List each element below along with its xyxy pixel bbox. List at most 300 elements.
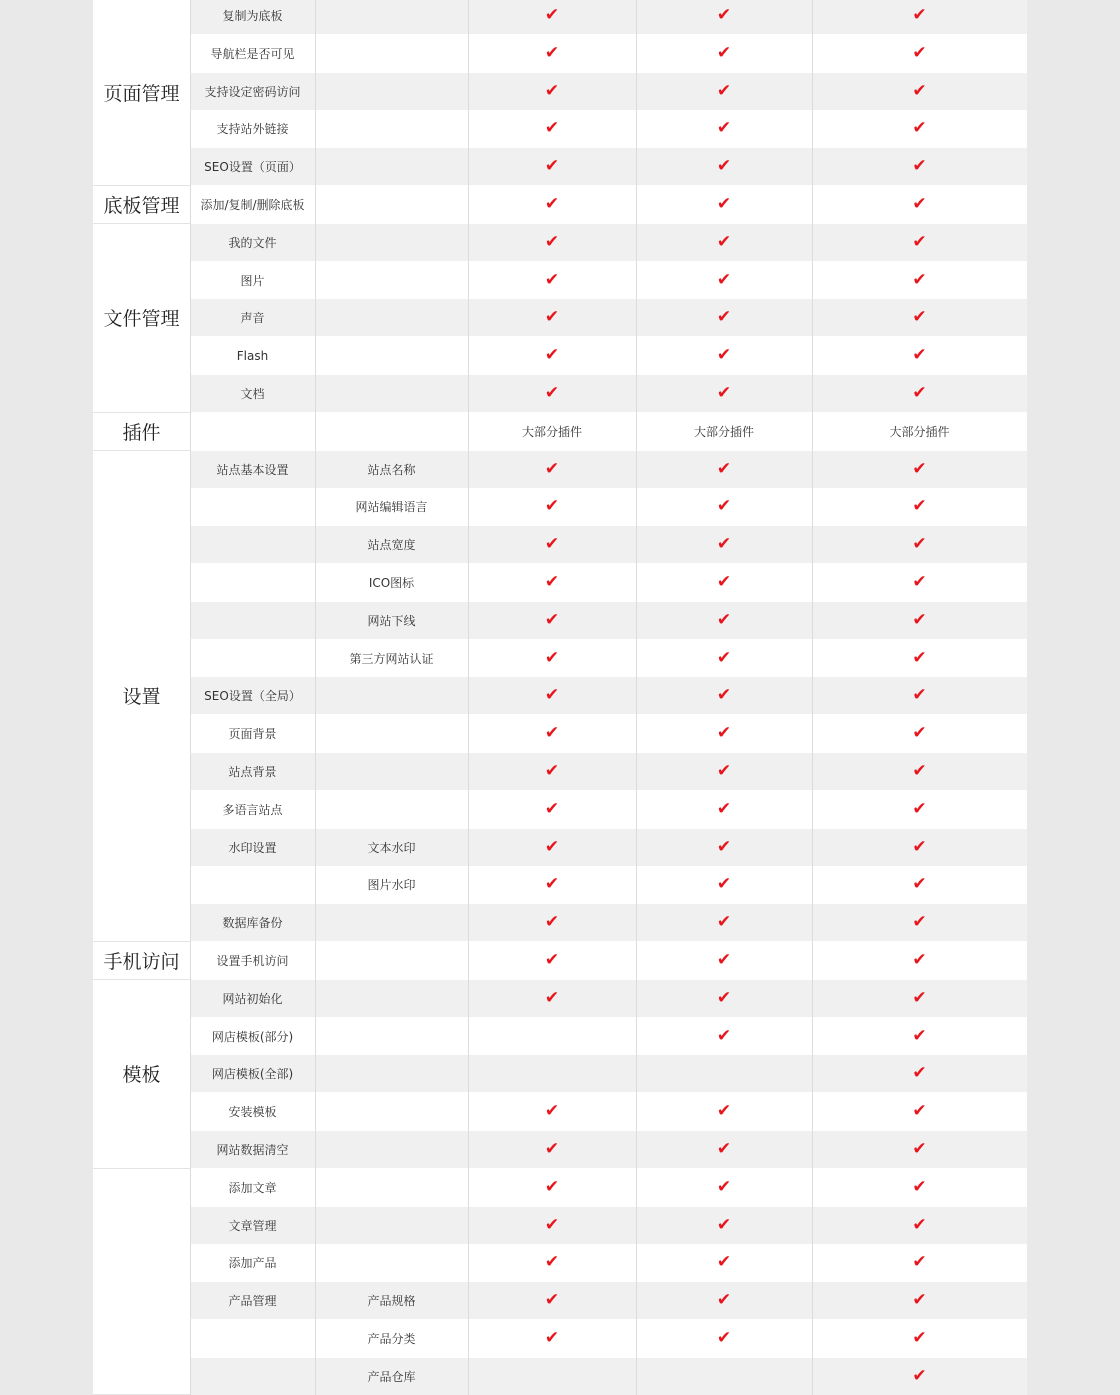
plan-3-cell: [812, 753, 1027, 790]
column-divider: [190, 0, 191, 1395]
plan-3-cell: [812, 640, 1027, 677]
plan-3-cell: [812, 1131, 1027, 1168]
plan-1-cell: [468, 753, 636, 790]
plan-2-cell: [636, 904, 812, 941]
check-icon: ✔: [912, 156, 927, 177]
plan-2-cell: [636, 564, 812, 601]
sub-feature-label: [315, 186, 468, 223]
category-label: 模板: [93, 980, 190, 1169]
check-icon: ✔: [912, 458, 927, 479]
check-icon: ✔: [912, 345, 927, 366]
plan-1-cell: [468, 35, 636, 72]
plan-3-cell: [812, 866, 1027, 903]
category-label: 页面管理: [93, 0, 190, 186]
check-icon: ✔: [544, 269, 560, 290]
plan-3-cell: [812, 451, 1027, 488]
check-icon: ✔: [912, 1328, 927, 1348]
sub-feature-label: [315, 1169, 468, 1206]
plan-3-cell: [812, 1169, 1027, 1206]
sub-feature-label: [315, 0, 468, 34]
plan-3-cell: [812, 0, 1027, 34]
sub-feature-label: [315, 73, 468, 110]
check-icon: ✔: [716, 912, 732, 933]
sub-feature-label: [315, 942, 468, 979]
feature-label: 数据库备份: [222, 916, 283, 931]
plan-3-cell: [812, 488, 1027, 525]
feature-label: [190, 1320, 315, 1357]
feature-label: 支持设定密码访问: [204, 84, 301, 99]
sub-feature-label: [315, 110, 468, 147]
feature-label: 复制为底板: [222, 9, 283, 23]
plan-1-cell: [468, 904, 636, 941]
feature-label: 产品管理: [228, 1294, 277, 1309]
check-icon: ✔: [544, 987, 560, 1008]
check-icon: ✔: [716, 307, 732, 328]
feature-label: 导航栏是否可见: [210, 46, 295, 61]
check-icon: ✔: [544, 42, 560, 63]
plan-1-cell: [468, 375, 636, 412]
sub-feature-label: [315, 1018, 468, 1055]
sub-feature-label: [315, 1055, 468, 1092]
plan-3-cell: [812, 1055, 1027, 1092]
sub-feature-label: [315, 413, 468, 450]
check-icon: ✔: [544, 194, 560, 214]
plan-1-cell: [468, 1282, 636, 1319]
plan-2-cell: [636, 526, 812, 563]
sub-feature-label: 产品规格: [367, 1294, 416, 1309]
check-icon: ✔: [544, 383, 560, 403]
plan-2-cell: [636, 148, 812, 185]
check-icon: ✔: [544, 950, 560, 970]
plan-1-cell: [468, 1358, 636, 1395]
check-icon: ✔: [544, 156, 560, 177]
check-icon: ✔: [716, 194, 732, 214]
check-icon: ✔: [544, 231, 560, 252]
check-icon: ✔: [716, 345, 732, 366]
sub-feature-label: [315, 1131, 468, 1168]
plan-2-cell: [636, 942, 812, 979]
plan-3-cell: [812, 791, 1027, 828]
check-icon: ✔: [544, 1139, 560, 1159]
category-label: 插件: [93, 413, 190, 451]
plan-note: 大部分插件: [693, 424, 754, 439]
category-label: 手机访问: [93, 942, 190, 980]
feature-label: 安装模板: [228, 1105, 277, 1120]
plan-3-cell: [812, 1093, 1027, 1130]
plan-2-cell: [636, 829, 812, 866]
check-icon: ✔: [544, 307, 560, 328]
check-icon: ✔: [716, 1252, 732, 1273]
check-icon: ✔: [912, 572, 927, 592]
check-icon: ✔: [716, 496, 732, 517]
check-icon: ✔: [716, 723, 732, 744]
plan-1-cell: [468, 640, 636, 677]
plan-2-cell: [636, 73, 812, 110]
sub-feature-label: [315, 148, 468, 185]
feature-label: 添加/复制/删除底板: [200, 198, 305, 212]
sub-feature-label: 文本水印: [367, 840, 416, 855]
feature-label: [190, 413, 315, 450]
plan-2-cell: [636, 35, 812, 72]
plan-3-cell: [812, 375, 1027, 412]
feature-label: 网店模板(部分): [211, 1029, 294, 1044]
check-icon: ✔: [716, 383, 732, 403]
plan-2-cell: [636, 451, 812, 488]
feature-label: [190, 866, 315, 903]
check-icon: ✔: [912, 723, 927, 744]
plan-2-cell: [636, 791, 812, 828]
plan-1-cell: [468, 602, 636, 639]
sub-feature-label: [315, 375, 468, 412]
check-icon: ✔: [716, 1328, 732, 1348]
plan-2-cell: [636, 224, 812, 261]
plan-1-cell: [468, 224, 636, 261]
sub-feature-label: ICO图标: [368, 576, 415, 590]
plan-3-cell: [812, 715, 1027, 752]
plan-2-cell: [636, 110, 812, 147]
plan-3-cell: [812, 148, 1027, 185]
check-icon: ✔: [544, 496, 560, 517]
check-icon: ✔: [716, 458, 732, 479]
plan-3-cell: [812, 1244, 1027, 1281]
check-icon: ✔: [544, 458, 560, 479]
plan-1-cell: [468, 564, 636, 601]
check-icon: ✔: [544, 912, 560, 933]
check-icon: ✔: [912, 307, 927, 328]
plan-2-cell: [636, 1320, 812, 1357]
feature-label: 声音: [240, 311, 265, 326]
check-icon: ✔: [912, 118, 927, 139]
check-icon: ✔: [912, 5, 927, 25]
plan-1-cell: [468, 1169, 636, 1206]
check-icon: ✔: [716, 5, 732, 25]
plan-2-cell: [636, 1131, 812, 1168]
plan-2-cell: [636, 488, 812, 525]
feature-label: [190, 488, 315, 525]
sub-feature-label: [315, 753, 468, 790]
plan-3-cell: [812, 73, 1027, 110]
check-icon: ✔: [912, 1025, 927, 1046]
plan-1-cell: [468, 980, 636, 1017]
check-icon: ✔: [716, 156, 732, 177]
plan-2-cell: [636, 980, 812, 1017]
check-icon: ✔: [912, 1252, 927, 1273]
check-icon: ✔: [912, 761, 927, 781]
check-icon: ✔: [912, 1063, 927, 1084]
sub-feature-label: [315, 980, 468, 1017]
plan-2-cell: [636, 413, 812, 450]
feature-label: [190, 1358, 315, 1395]
check-icon: ✔: [716, 836, 732, 857]
feature-label: 添加文章: [228, 1180, 277, 1195]
plan-3-cell: [812, 224, 1027, 261]
plan-1-cell: [468, 942, 636, 979]
plan-1-cell: [468, 451, 636, 488]
plan-1-cell: [468, 0, 636, 34]
plan-3-cell: [812, 35, 1027, 72]
column-divider: [812, 0, 813, 1395]
plan-3-cell: [812, 602, 1027, 639]
check-icon: ✔: [912, 836, 927, 857]
plan-1-cell: [468, 337, 636, 374]
check-icon: ✔: [544, 1290, 560, 1311]
plan-3-cell: [812, 1282, 1027, 1319]
plan-3-cell: [812, 677, 1027, 714]
check-icon: ✔: [912, 987, 927, 1008]
check-icon: ✔: [912, 1101, 927, 1122]
check-icon: ✔: [716, 798, 732, 819]
plan-1-cell: [468, 829, 636, 866]
check-icon: ✔: [544, 1328, 560, 1348]
plan-2-cell: [636, 1207, 812, 1244]
check-icon: ✔: [912, 609, 927, 630]
check-icon: ✔: [544, 1214, 560, 1235]
check-icon: ✔: [544, 534, 560, 555]
plan-1-cell: [468, 1244, 636, 1281]
plan-1-cell: [468, 1055, 636, 1092]
check-icon: ✔: [716, 647, 732, 668]
plan-1-cell: [468, 148, 636, 185]
check-icon: ✔: [544, 609, 560, 630]
plan-1-cell: [468, 1018, 636, 1055]
check-icon: ✔: [912, 534, 927, 555]
plan-2-cell: [636, 640, 812, 677]
feature-label: 网站数据清空: [216, 1143, 289, 1157]
feature-label: 页面背景: [228, 727, 277, 742]
check-icon: ✔: [716, 685, 732, 706]
check-icon: ✔: [544, 5, 560, 25]
sub-feature-label: [315, 262, 468, 299]
plan-2-cell: [636, 1282, 812, 1319]
check-icon: ✔: [912, 798, 927, 819]
sub-feature-label: 图片水印: [367, 878, 416, 893]
sub-feature-label: 网站编辑语言: [355, 500, 428, 515]
check-icon: ✔: [716, 1176, 732, 1197]
sub-feature-label: [315, 337, 468, 374]
plan-3-cell: [812, 564, 1027, 601]
check-icon: ✔: [716, 572, 732, 592]
plan-1-cell: [468, 413, 636, 450]
check-icon: ✔: [912, 647, 927, 668]
sub-feature-label: [315, 1093, 468, 1130]
sub-feature-label: [315, 1244, 468, 1281]
plan-3-cell: [812, 299, 1027, 336]
plan-2-cell: [636, 866, 812, 903]
sub-feature-label: [315, 1207, 468, 1244]
column-divider: [315, 0, 316, 1395]
check-icon: ✔: [544, 80, 560, 101]
plan-2-cell: [636, 1244, 812, 1281]
feature-label: 多语言站点: [222, 802, 283, 817]
check-icon: ✔: [544, 118, 560, 139]
plan-3-cell: [812, 337, 1027, 374]
check-icon: ✔: [912, 950, 927, 970]
plan-3-cell: [812, 186, 1027, 223]
plan-2-cell: [636, 1018, 812, 1055]
plan-1-cell: [468, 1093, 636, 1130]
plan-1-cell: [468, 73, 636, 110]
plan-3-cell: [812, 526, 1027, 563]
plan-3-cell: [812, 1358, 1027, 1395]
plan-1-cell: [468, 1207, 636, 1244]
check-icon: ✔: [912, 231, 927, 252]
plan-3-cell: [812, 262, 1027, 299]
feature-label: SEO设置（全局）: [204, 689, 301, 704]
check-icon: ✔: [912, 383, 927, 403]
plan-2-cell: [636, 677, 812, 714]
sub-feature-label: 产品仓库: [367, 1369, 416, 1384]
sub-feature-label: [315, 224, 468, 261]
plan-3-cell: [812, 904, 1027, 941]
category-label: 设置: [93, 451, 190, 942]
check-icon: ✔: [544, 723, 560, 744]
check-icon: ✔: [912, 685, 927, 706]
check-icon: ✔: [912, 269, 927, 290]
check-icon: ✔: [716, 1290, 732, 1311]
feature-label: SEO设置（页面）: [204, 160, 301, 175]
check-icon: ✔: [912, 194, 927, 214]
check-icon: ✔: [912, 1176, 927, 1197]
plan-note: 大部分插件: [521, 424, 582, 439]
feature-label: 添加产品: [228, 1256, 277, 1271]
check-icon: ✔: [716, 950, 732, 970]
feature-label: [190, 564, 315, 601]
feature-label: 网站初始化: [222, 991, 283, 1006]
feature-label: [190, 526, 315, 563]
plan-2-cell: [636, 0, 812, 34]
feature-label: 我的文件: [228, 235, 277, 250]
plan-2-cell: [636, 1358, 812, 1395]
plan-3-cell: [812, 1207, 1027, 1244]
plan-2-cell: [636, 1055, 812, 1092]
feature-label: 文章管理: [228, 1218, 277, 1233]
sub-feature-label: [315, 35, 468, 72]
plan-3-cell: [812, 413, 1027, 450]
plan-3-cell: [812, 1320, 1027, 1357]
plan-1-cell: [468, 110, 636, 147]
plan-2-cell: [636, 715, 812, 752]
sub-feature-label: [315, 791, 468, 828]
check-icon: ✔: [912, 1290, 927, 1311]
check-icon: ✔: [716, 269, 732, 290]
feature-label: 网店模板(全部): [211, 1067, 294, 1082]
plan-2-cell: [636, 262, 812, 299]
plan-2-cell: [636, 186, 812, 223]
check-icon: ✔: [544, 1252, 560, 1273]
plan-1-cell: [468, 866, 636, 903]
check-icon: ✔: [544, 836, 560, 857]
check-icon: ✔: [544, 761, 560, 781]
check-icon: ✔: [912, 1139, 927, 1159]
feature-label: [190, 640, 315, 677]
plan-3-cell: [812, 829, 1027, 866]
feature-label: 支持站外链接: [216, 122, 289, 137]
plan-1-cell: [468, 1320, 636, 1357]
check-icon: ✔: [912, 496, 927, 517]
feature-label: 文档: [240, 387, 265, 401]
plan-2-cell: [636, 299, 812, 336]
check-icon: ✔: [716, 1139, 732, 1159]
sub-feature-label: 站点宽度: [367, 538, 416, 553]
check-icon: ✔: [544, 345, 560, 366]
plan-1-cell: [468, 262, 636, 299]
check-icon: ✔: [716, 534, 732, 555]
check-icon: ✔: [716, 80, 732, 101]
plan-1-cell: [468, 488, 636, 525]
plan-2-cell: [636, 753, 812, 790]
check-icon: ✔: [912, 874, 927, 895]
plan-1-cell: [468, 1131, 636, 1168]
feature-label: 设置手机访问: [216, 954, 289, 968]
check-icon: ✔: [716, 987, 732, 1008]
check-icon: ✔: [912, 42, 927, 63]
sub-feature-label: 站点名称: [367, 462, 416, 477]
feature-label: 图片: [240, 273, 265, 288]
check-icon: ✔: [912, 1365, 927, 1386]
plan-3-cell: [812, 1018, 1027, 1055]
sub-feature-label: [315, 715, 468, 752]
category-label: 底板管理: [93, 186, 190, 224]
sub-feature-label: 产品分类: [367, 1332, 416, 1346]
category-label: [93, 1169, 190, 1395]
check-icon: ✔: [544, 647, 560, 668]
sub-feature-label: 第三方网站认证: [349, 651, 434, 666]
check-icon: ✔: [716, 1101, 732, 1122]
check-icon: ✔: [544, 798, 560, 819]
check-icon: ✔: [544, 874, 560, 895]
sub-feature-label: [315, 299, 468, 336]
check-icon: ✔: [544, 572, 560, 592]
plan-3-cell: [812, 980, 1027, 1017]
check-icon: ✔: [716, 1025, 732, 1046]
check-icon: ✔: [912, 1214, 927, 1235]
check-icon: ✔: [912, 80, 927, 101]
check-icon: ✔: [544, 685, 560, 706]
plan-1-cell: [468, 526, 636, 563]
check-icon: ✔: [544, 1176, 560, 1197]
plan-note: 大部分插件: [889, 424, 950, 439]
feature-label: 站点背景: [228, 765, 277, 779]
plan-1-cell: [468, 791, 636, 828]
sub-feature-label: [315, 677, 468, 714]
plan-2-cell: [636, 1169, 812, 1206]
feature-label: Flash: [236, 348, 269, 363]
plan-1-cell: [468, 299, 636, 336]
feature-label: 水印设置: [228, 840, 277, 855]
plan-3-cell: [812, 110, 1027, 147]
check-icon: ✔: [716, 118, 732, 139]
sub-feature-label: 网站下线: [367, 613, 416, 628]
check-icon: ✔: [716, 231, 732, 252]
check-icon: ✔: [544, 1101, 560, 1122]
check-icon: ✔: [912, 912, 927, 933]
plan-2-cell: [636, 375, 812, 412]
column-divider: [636, 0, 637, 1395]
sub-feature-label: [315, 904, 468, 941]
plan-3-cell: [812, 942, 1027, 979]
feature-label: [190, 602, 315, 639]
feature-label: 站点基本设置: [216, 462, 289, 477]
column-divider: [468, 0, 469, 1395]
plan-2-cell: [636, 337, 812, 374]
category-label: 文件管理: [93, 224, 190, 413]
plan-1-cell: [468, 186, 636, 223]
check-icon: ✔: [716, 874, 732, 895]
check-icon: ✔: [716, 42, 732, 63]
check-icon: ✔: [716, 1214, 732, 1235]
plan-2-cell: [636, 1093, 812, 1130]
plan-1-cell: [468, 677, 636, 714]
